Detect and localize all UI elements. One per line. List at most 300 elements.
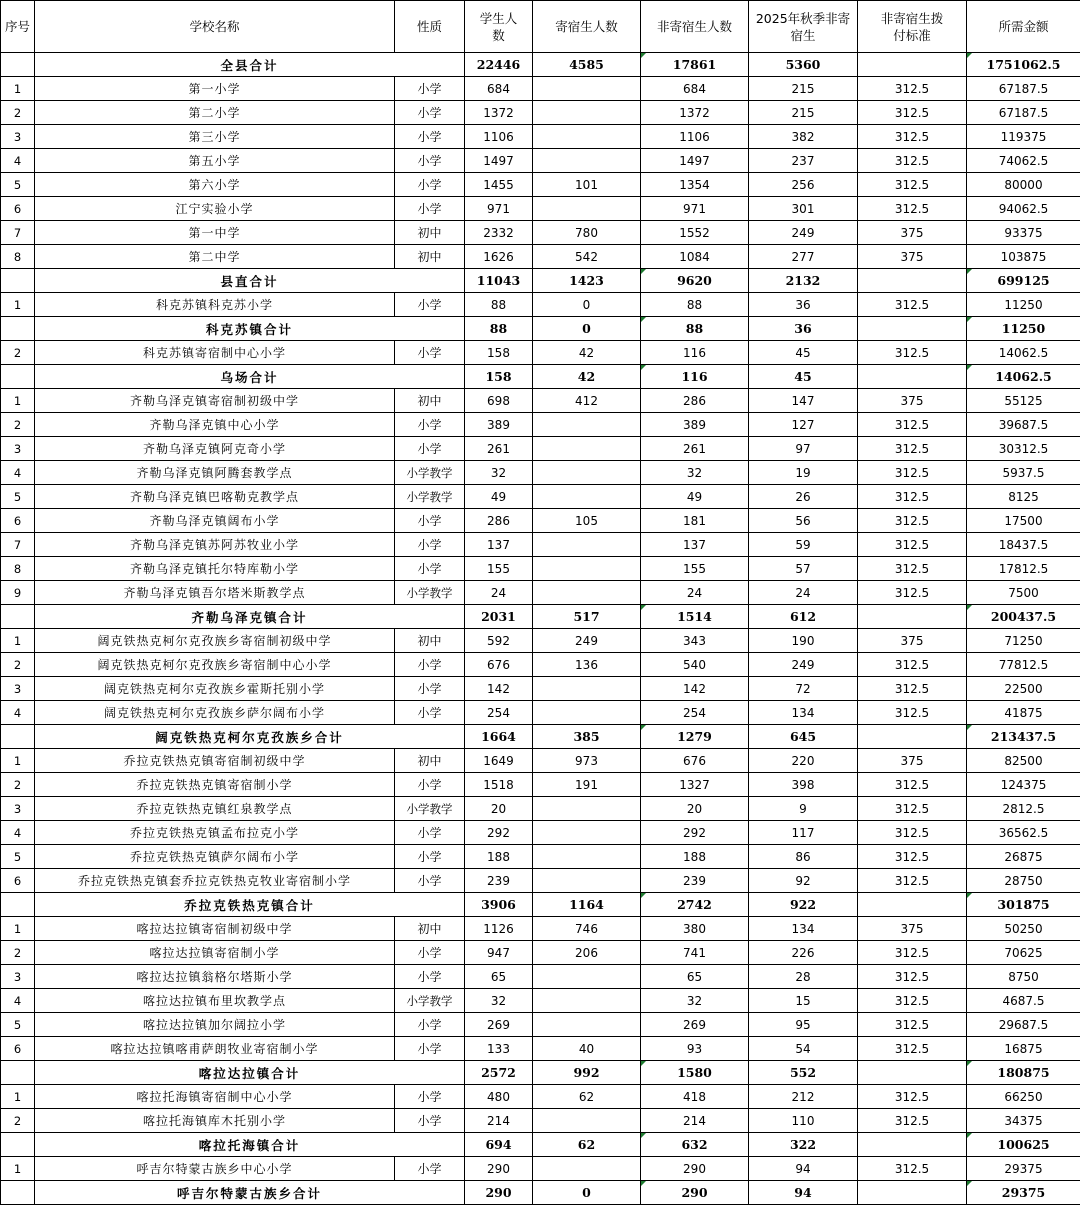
boarding-cell [533,965,641,989]
school-name-cell: 喀拉达拉镇喀甫萨朗牧业寄宿制小学 [35,1037,395,1061]
school-name-cell: 阔克铁热克柯尔克孜族乡寄宿制中心小学 [35,653,395,677]
subtotal-row [1,1133,1080,1157]
autumn-cell: 249 [749,221,858,245]
students-cell: 261 [465,437,533,461]
seq-cell [1,605,35,629]
students-cell: 290 [465,1157,533,1181]
boarding-cell [533,557,641,581]
amount-cell: 14062.5 [967,365,1080,389]
school-name-cell: 阔克铁热克柯尔克孜族乡霍斯托别小学 [35,677,395,701]
type-cell: 小学 [395,1157,465,1181]
seq-cell: 6 [1,869,35,893]
header-standard: 非寄宿生拨付标准 [858,1,967,53]
table-row [1,677,1080,701]
standard-cell: 375 [858,749,967,773]
type-cell: 小学 [395,653,465,677]
school-name-cell: 第六小学 [35,173,395,197]
students-cell: 22446 [465,53,533,77]
table-row [1,941,1080,965]
autumn-cell: 57 [749,557,858,581]
nonboarding-cell: 1084 [641,245,749,269]
nonboarding-cell: 88 [641,293,749,317]
table-row [1,653,1080,677]
standard-cell: 312.5 [858,845,967,869]
students-cell: 158 [465,365,533,389]
amount-cell: 7500 [967,581,1080,605]
school-name-cell: 喀拉达拉镇布里坎教学点 [35,989,395,1013]
school-name-cell: 乔拉克铁热克镇萨尔阔布小学 [35,845,395,869]
type-cell: 初中 [395,629,465,653]
boarding-cell: 42 [533,341,641,365]
seq-cell: 1 [1,629,35,653]
school-name-cell: 乔拉克铁热克镇套乔拉克铁热克牧业寄宿制小学 [35,869,395,893]
amount-cell: 29375 [967,1181,1080,1205]
nonboarding-cell: 155 [641,557,749,581]
amount-cell: 82500 [967,749,1080,773]
subtotal-label: 齐勒乌泽克镇合计 [35,605,465,629]
boarding-cell: 42 [533,365,641,389]
autumn-cell: 15 [749,989,858,1013]
table-row [1,197,1080,221]
seq-cell: 2 [1,653,35,677]
type-cell: 小学 [395,1037,465,1061]
header-students: 学生人数 [465,1,533,53]
nonboarding-cell: 261 [641,437,749,461]
standard-cell: 312.5 [858,101,967,125]
nonboarding-cell: 286 [641,389,749,413]
table-row [1,245,1080,269]
students-cell: 694 [465,1133,533,1157]
table-row [1,917,1080,941]
school-name-cell: 科克苏镇科克苏小学 [35,293,395,317]
boarding-cell: 1164 [533,893,641,917]
subtotal-label: 呼吉尔特蒙古族乡合计 [35,1181,465,1205]
nonboarding-cell: 380 [641,917,749,941]
type-cell: 小学 [395,413,465,437]
standard-cell: 312.5 [858,293,967,317]
school-name-cell: 喀拉达拉镇寄宿制初级中学 [35,917,395,941]
table-row [1,509,1080,533]
boarding-cell [533,989,641,1013]
students-cell: 2332 [465,221,533,245]
boarding-cell [533,197,641,221]
amount-cell: 71250 [967,629,1080,653]
type-cell: 小学 [395,173,465,197]
amount-cell: 55125 [967,389,1080,413]
table-row [1,341,1080,365]
school-name-cell: 齐勒乌泽克镇托尔特库勒小学 [35,557,395,581]
standard-cell: 312.5 [858,701,967,725]
nonboarding-cell: 254 [641,701,749,725]
seq-cell: 4 [1,149,35,173]
students-cell: 2572 [465,1061,533,1085]
table-row [1,557,1080,581]
seq-cell: 2 [1,941,35,965]
school-name-cell: 齐勒乌泽克镇中心小学 [35,413,395,437]
boarding-cell [533,1013,641,1037]
students-cell: 49 [465,485,533,509]
standard-cell: 312.5 [858,965,967,989]
seq-cell: 6 [1,1037,35,1061]
type-cell: 小学 [395,77,465,101]
students-cell: 65 [465,965,533,989]
seq-cell: 7 [1,533,35,557]
autumn-cell: 59 [749,533,858,557]
seq-cell: 3 [1,677,35,701]
standard-cell [858,725,967,749]
amount-cell: 39687.5 [967,413,1080,437]
students-cell: 389 [465,413,533,437]
autumn-cell: 45 [749,341,858,365]
nonboarding-cell: 49 [641,485,749,509]
seq-cell: 3 [1,797,35,821]
students-cell: 88 [465,317,533,341]
seq-cell: 5 [1,173,35,197]
seq-cell [1,1133,35,1157]
boarding-cell: 191 [533,773,641,797]
header-amount: 所需金额 [967,1,1080,53]
table-row [1,1037,1080,1061]
school-name-cell: 阔克铁热克柯尔克孜族乡寄宿制初级中学 [35,629,395,653]
table-row [1,965,1080,989]
amount-cell: 22500 [967,677,1080,701]
seq-cell: 6 [1,509,35,533]
boarding-cell: 992 [533,1061,641,1085]
school-name-cell: 喀拉达拉镇加尔阔拉小学 [35,1013,395,1037]
boarding-cell [533,77,641,101]
school-name-cell: 乔拉克铁热克镇寄宿制初级中学 [35,749,395,773]
header-type: 性质 [395,1,465,53]
students-cell: 1518 [465,773,533,797]
students-cell: 133 [465,1037,533,1061]
subtotal-row [1,269,1080,293]
type-cell: 初中 [395,245,465,269]
nonboarding-cell: 290 [641,1157,749,1181]
nonboarding-cell: 188 [641,845,749,869]
standard-cell: 312.5 [858,1037,967,1061]
autumn-cell: 127 [749,413,858,437]
autumn-cell: 2132 [749,269,858,293]
amount-cell: 17812.5 [967,557,1080,581]
seq-cell [1,269,35,293]
nonboarding-cell: 269 [641,1013,749,1037]
amount-cell: 1751062.5 [967,53,1080,77]
nonboarding-cell: 540 [641,653,749,677]
amount-cell: 66250 [967,1085,1080,1109]
standard-cell: 312.5 [858,677,967,701]
nonboarding-cell: 1514 [641,605,749,629]
seq-cell: 5 [1,1013,35,1037]
subtotal-row [1,53,1080,77]
nonboarding-cell: 1354 [641,173,749,197]
school-name-cell: 第一小学 [35,77,395,101]
seq-cell: 2 [1,773,35,797]
amount-cell: 50250 [967,917,1080,941]
autumn-cell: 301 [749,197,858,221]
nonboarding-cell: 116 [641,341,749,365]
standard-cell: 375 [858,389,967,413]
school-name-cell: 第一中学 [35,221,395,245]
nonboarding-cell: 1279 [641,725,749,749]
table-row [1,437,1080,461]
standard-cell [858,1181,967,1205]
standard-cell: 375 [858,917,967,941]
students-cell: 3906 [465,893,533,917]
seq-cell: 2 [1,341,35,365]
type-cell: 小学 [395,1085,465,1109]
autumn-cell: 256 [749,173,858,197]
nonboarding-cell: 32 [641,461,749,485]
type-cell: 小学 [395,341,465,365]
boarding-cell [533,869,641,893]
boarding-cell [533,437,641,461]
autumn-cell: 26 [749,485,858,509]
amount-cell: 67187.5 [967,77,1080,101]
boarding-cell: 4585 [533,53,641,77]
boarding-cell [533,125,641,149]
subtotal-row [1,893,1080,917]
nonboarding-cell: 1580 [641,1061,749,1085]
amount-cell: 16875 [967,1037,1080,1061]
standard-cell: 312.5 [858,125,967,149]
students-cell: 698 [465,389,533,413]
amount-cell: 26875 [967,845,1080,869]
nonboarding-cell: 343 [641,629,749,653]
amount-cell: 213437.5 [967,725,1080,749]
amount-cell: 29375 [967,1157,1080,1181]
students-cell: 947 [465,941,533,965]
autumn-cell: 110 [749,1109,858,1133]
boarding-cell: 249 [533,629,641,653]
boarding-cell: 0 [533,1181,641,1205]
table-row [1,701,1080,725]
type-cell: 小学 [395,677,465,701]
school-name-cell: 第二中学 [35,245,395,269]
type-cell: 小学教学 [395,797,465,821]
students-cell: 1497 [465,149,533,173]
standard-cell: 312.5 [858,1157,967,1181]
boarding-cell [533,821,641,845]
amount-cell: 93375 [967,221,1080,245]
students-cell: 1372 [465,101,533,125]
subtotal-row [1,605,1080,629]
nonboarding-cell: 971 [641,197,749,221]
header-nonboarding: 非寄宿生人数 [641,1,749,53]
header-autumn-nonboarding: 2025年秋季非寄宿生 [749,1,858,53]
standard-cell: 312.5 [858,173,967,197]
type-cell: 小学 [395,1013,465,1037]
amount-cell: 100625 [967,1133,1080,1157]
amount-cell: 8125 [967,485,1080,509]
autumn-cell: 24 [749,581,858,605]
type-cell: 初中 [395,917,465,941]
nonboarding-cell: 684 [641,77,749,101]
students-cell: 11043 [465,269,533,293]
school-name-cell: 科克苏镇寄宿制中心小学 [35,341,395,365]
amount-cell: 77812.5 [967,653,1080,677]
seq-cell [1,1181,35,1205]
type-cell: 初中 [395,749,465,773]
amount-cell: 28750 [967,869,1080,893]
type-cell: 小学 [395,125,465,149]
table-row [1,101,1080,125]
type-cell: 小学教学 [395,461,465,485]
standard-cell: 312.5 [858,197,967,221]
amount-cell: 8750 [967,965,1080,989]
type-cell: 小学 [395,533,465,557]
seq-cell: 1 [1,1157,35,1181]
nonboarding-cell: 632 [641,1133,749,1157]
seq-cell: 5 [1,845,35,869]
autumn-cell: 612 [749,605,858,629]
header-school-name: 学校名称 [35,1,395,53]
students-cell: 290 [465,1181,533,1205]
seq-cell [1,893,35,917]
subtotal-label: 阔克铁热克柯尔克孜族乡合计 [35,725,465,749]
autumn-cell: 95 [749,1013,858,1037]
seq-cell: 1 [1,389,35,413]
type-cell: 小学 [395,773,465,797]
autumn-cell: 237 [749,149,858,173]
amount-cell: 14062.5 [967,341,1080,365]
nonboarding-cell: 290 [641,1181,749,1205]
nonboarding-cell: 1497 [641,149,749,173]
table-row [1,461,1080,485]
students-cell: 32 [465,989,533,1013]
school-name-cell: 乔拉克铁热克镇寄宿制小学 [35,773,395,797]
table-row [1,1109,1080,1133]
amount-cell: 94062.5 [967,197,1080,221]
school-name-cell: 齐勒乌泽克镇巴喀勒克教学点 [35,485,395,509]
seq-cell: 4 [1,989,35,1013]
nonboarding-cell: 741 [641,941,749,965]
standard-cell [858,365,967,389]
boarding-cell: 1423 [533,269,641,293]
nonboarding-cell: 93 [641,1037,749,1061]
autumn-cell: 134 [749,701,858,725]
type-cell: 小学 [395,845,465,869]
nonboarding-cell: 142 [641,677,749,701]
standard-cell: 312.5 [858,557,967,581]
standard-cell: 375 [858,629,967,653]
seq-cell: 1 [1,293,35,317]
nonboarding-cell: 418 [641,1085,749,1109]
seq-cell: 5 [1,485,35,509]
students-cell: 1649 [465,749,533,773]
table-row [1,629,1080,653]
standard-cell: 312.5 [858,653,967,677]
seq-cell: 9 [1,581,35,605]
table-row [1,797,1080,821]
subtotal-label: 全县合计 [35,53,465,77]
seq-cell: 4 [1,821,35,845]
subtotal-row [1,365,1080,389]
autumn-cell: 5360 [749,53,858,77]
seq-cell: 4 [1,701,35,725]
subtotal-row [1,725,1080,749]
seq-cell: 4 [1,461,35,485]
autumn-cell: 28 [749,965,858,989]
nonboarding-cell: 1552 [641,221,749,245]
autumn-cell: 97 [749,437,858,461]
amount-cell: 301875 [967,893,1080,917]
boarding-cell [533,677,641,701]
seq-cell: 1 [1,1085,35,1109]
school-name-cell: 喀拉达拉镇翁格尔塔斯小学 [35,965,395,989]
amount-cell: 11250 [967,293,1080,317]
students-cell: 684 [465,77,533,101]
school-name-cell: 乔拉克铁热克镇红泉教学点 [35,797,395,821]
table-row [1,1013,1080,1037]
boarding-cell [533,1109,641,1133]
nonboarding-cell: 32 [641,989,749,1013]
boarding-cell [533,149,641,173]
standard-cell: 375 [858,245,967,269]
boarding-cell [533,485,641,509]
boarding-cell: 105 [533,509,641,533]
subtotal-label: 科克苏镇合计 [35,317,465,341]
amount-cell: 34375 [967,1109,1080,1133]
nonboarding-cell: 1327 [641,773,749,797]
nonboarding-cell: 65 [641,965,749,989]
standard-cell: 312.5 [858,533,967,557]
subtotal-row [1,317,1080,341]
seq-cell: 2 [1,101,35,125]
seq-cell: 3 [1,965,35,989]
amount-cell: 180875 [967,1061,1080,1085]
autumn-cell: 36 [749,293,858,317]
type-cell: 初中 [395,221,465,245]
table-row [1,389,1080,413]
boarding-cell: 101 [533,173,641,197]
table-row [1,581,1080,605]
amount-cell: 80000 [967,173,1080,197]
students-cell: 188 [465,845,533,869]
autumn-cell: 45 [749,365,858,389]
seq-cell: 1 [1,77,35,101]
boarding-cell [533,845,641,869]
students-cell: 254 [465,701,533,725]
standard-cell: 312.5 [858,77,967,101]
type-cell: 小学 [395,821,465,845]
boarding-cell: 0 [533,293,641,317]
seq-cell [1,365,35,389]
type-cell: 小学 [395,701,465,725]
header-seq: 序号 [1,1,35,53]
type-cell: 小学 [395,1109,465,1133]
amount-cell: 119375 [967,125,1080,149]
autumn-cell: 645 [749,725,858,749]
students-cell: 286 [465,509,533,533]
table-row [1,1157,1080,1181]
table-row [1,413,1080,437]
students-cell: 292 [465,821,533,845]
boarding-cell [533,701,641,725]
autumn-cell: 552 [749,1061,858,1085]
students-cell: 1455 [465,173,533,197]
type-cell: 小学 [395,149,465,173]
amount-cell: 200437.5 [967,605,1080,629]
nonboarding-cell: 181 [641,509,749,533]
table-row [1,221,1080,245]
table-row [1,845,1080,869]
students-cell: 2031 [465,605,533,629]
standard-cell [858,269,967,293]
autumn-cell: 9 [749,797,858,821]
students-cell: 971 [465,197,533,221]
seq-cell: 1 [1,749,35,773]
boarding-cell: 0 [533,317,641,341]
